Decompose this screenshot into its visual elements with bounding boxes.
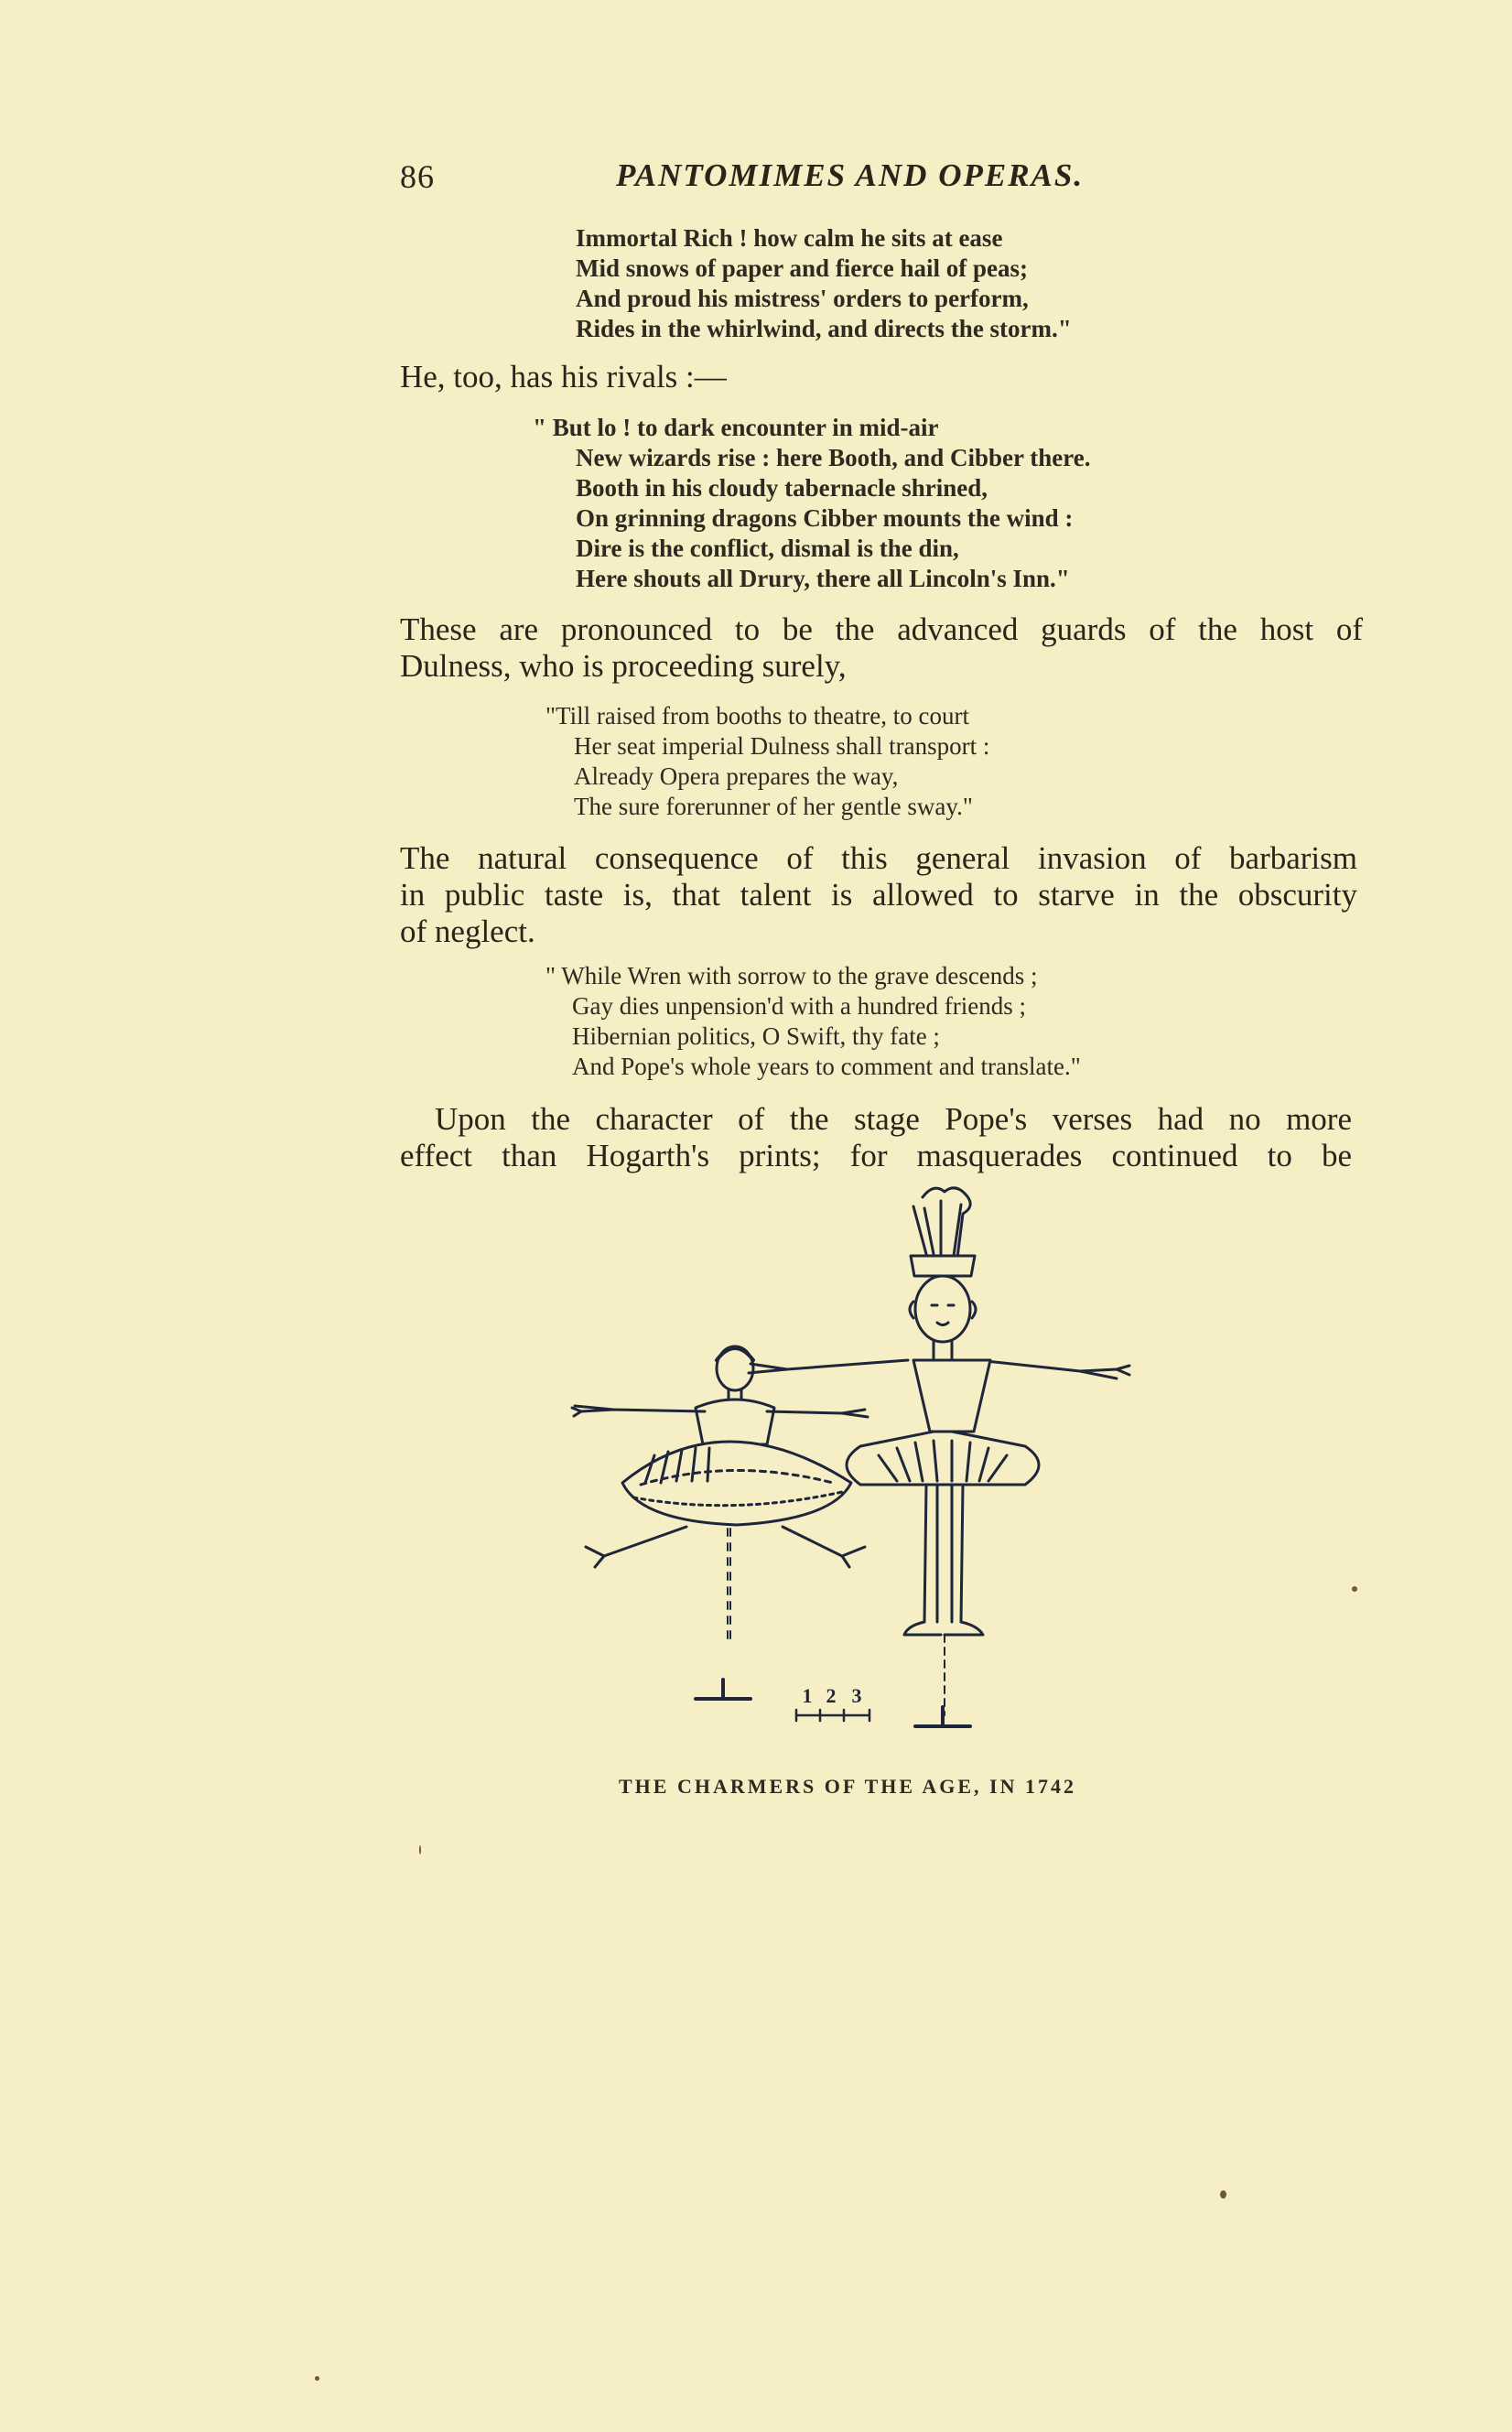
- charmers-illustration: [567, 1181, 1190, 1767]
- verse-line: Hibernian politics, O Swift, thy fate ;: [572, 1022, 940, 1050]
- verse-line: Rides in the whirlwind, and directs the storm.": [576, 315, 1072, 342]
- verse-quotation-wizards: [533, 413, 1090, 594]
- figure-caption: THE CHARMERS OF THE AGE, IN 1742: [619, 1775, 1077, 1798]
- prose-line: Dulness, who is proceeding surely,: [400, 648, 847, 684]
- verse-line: On grinning dragons Cibber mounts the wind :: [576, 504, 1074, 532]
- paper-speck: [315, 2376, 319, 2381]
- prose-line: These are pronounced to be the advanced guards of the host of: [400, 611, 1363, 647]
- verse-line: "Till raised from booths to theatre, to court: [545, 702, 969, 730]
- verse-line: New wizards rise : here Booth, and Cibber there.: [576, 444, 1091, 471]
- verse-line: Booth in his cloudy tabernacle shrined,: [576, 474, 988, 502]
- prose-line: He, too, has his rivals :—: [400, 359, 727, 395]
- verse-line: And Pope's whole years to comment and translate.": [572, 1053, 1081, 1080]
- left-dancer-figure: [572, 1346, 868, 1699]
- prose-line: Upon the character of the stage Pope's verses had no more: [435, 1101, 1352, 1137]
- verse-line: Dire is the conflict, dismal is the din,: [576, 535, 959, 562]
- verse-line: " But lo ! to dark encounter in mid-air: [533, 414, 939, 441]
- prose-paragraph-barbarism: [400, 840, 1357, 950]
- page-number: 86: [400, 158, 435, 195]
- scale-bar: [796, 1710, 869, 1721]
- prose-paragraph-hogarth: [400, 1101, 1352, 1174]
- scale-label: 1: [802, 1684, 813, 1707]
- verse-line: " While Wren with sorrow to the grave descends ;: [545, 962, 1038, 989]
- prose-line: in public taste is, that talent is allowed to starve in the obscurity: [400, 877, 1357, 913]
- verse-quotation-opera: [545, 701, 989, 822]
- verse-line: Immortal Rich ! how calm he sits at ease: [576, 224, 1003, 252]
- running-head: [400, 157, 1169, 203]
- verse-line: The sure forerunner of her gentle sway.": [574, 793, 973, 820]
- prose-paragraph-dulness: [400, 611, 1363, 685]
- prose-line: effect than Hogarth's prints; for masquerades continued to be: [400, 1138, 1352, 1173]
- scale-label: 3: [851, 1684, 862, 1707]
- running-title: PANTOMIMES AND OPERAS.: [616, 157, 1085, 193]
- verse-line: And proud his mistress' orders to perform,: [576, 285, 1029, 312]
- verse-line: Her seat imperial Dulness shall transport :: [574, 732, 990, 760]
- verse-quotation-rich: [576, 223, 1072, 344]
- verse-line: Already Opera prepares the way,: [574, 762, 899, 790]
- paper-speck: [1220, 2190, 1226, 2199]
- prose-line: The natural consequence of this general invasion of barbarism: [400, 840, 1357, 876]
- prose-paragraph-rivals: [400, 359, 727, 395]
- paper-speck: [419, 1845, 421, 1854]
- verse-line: Here shouts all Drury, there all Lincoln's Inn.": [576, 565, 1070, 592]
- scale-label: 2: [826, 1684, 837, 1707]
- verse-line: Gay dies unpension'd with a hundred friends ;: [572, 992, 1027, 1020]
- verse-quotation-wren: [545, 961, 1081, 1082]
- paper-speck: [1352, 1586, 1357, 1592]
- verse-line: Mid snows of paper and fierce hail of peas;: [576, 254, 1029, 282]
- prose-line: of neglect.: [400, 913, 535, 949]
